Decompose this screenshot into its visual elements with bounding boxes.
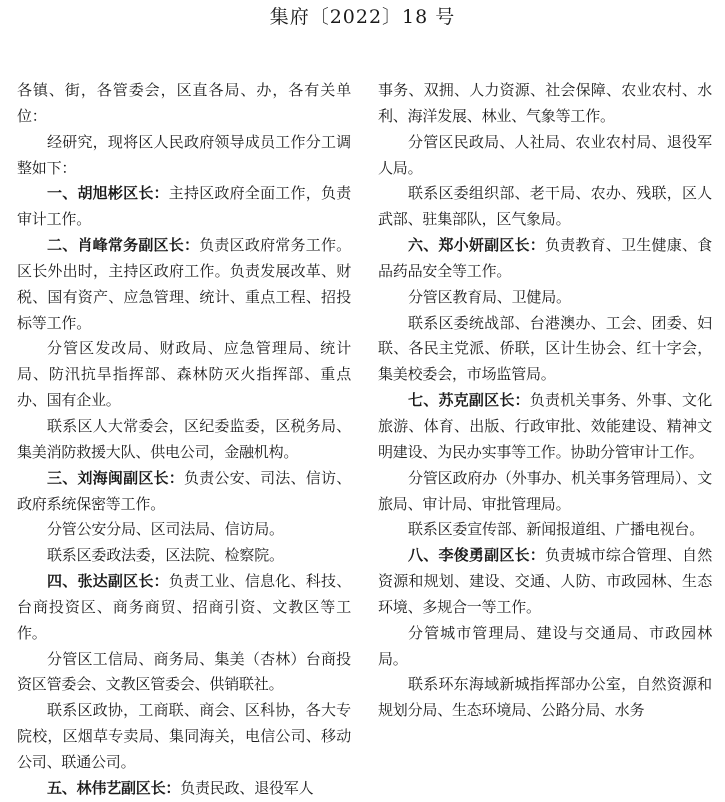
paragraph (17, 517, 351, 543)
paragraph-text: 负责城市综合管理、自然资源和规划、建设、交通、人防、市政园林、生态环境、多规合一等工作。 (378, 546, 712, 616)
paragraph (17, 336, 351, 414)
paragraph-text: 联系区委统战部、台港澳办、工会、团委、妇联、各民主党派、侨联，区计生协会、红十字会，集美校委会，市场监管局。 (378, 313, 712, 384)
paragraph (17, 414, 351, 466)
paragraph-text: 联系环东海域新城指挥部办公室，自然资源和规划分局、生态环境局、公路分局、水务 (378, 675, 712, 720)
paragraph-text: 负责公安、司法、信访、政府系统保密等工作。 (17, 468, 351, 513)
paragraph-text: 分管区民政局、人社局、农业农村局、退役军人局。 (378, 132, 712, 177)
paragraph-text: 分管公安分局、区司法局、信访局。 (47, 520, 284, 539)
official-name-heading: 五、林伟艺副区长： (47, 778, 181, 797)
paragraph (378, 517, 712, 543)
paragraph-text: 负责机关事务、外事、文化旅游、体育、出版、行政审批、效能建设、精神文明建设、为民办实事等工作。协助分管审计工作。 (378, 391, 712, 461)
paragraph (17, 181, 351, 233)
paragraph (378, 621, 712, 673)
paragraph (17, 233, 351, 336)
paragraph (17, 78, 351, 130)
paragraph-text: 分管城市管理局、建设与交通局、市政园林局。 (378, 623, 712, 668)
paragraph-text: 主持区政府全面工作，负责审计工作。 (17, 184, 351, 229)
official-name-heading: 一、胡旭彬区长： (47, 184, 169, 203)
paragraph-text: 负责工业、信息化、科技、台商投资区、商务商贸、招商引资、文教区等工作。 (17, 572, 351, 642)
paragraph-text: 联系区委组织部、老干局、农办、残联，区人武部、驻集部队，区气象局。 (378, 184, 712, 229)
paragraph-text: 联系区政协，工商联、商会、区科协，各大专院校，区烟草专卖局、集同海关，电信公司、移动公司、联通公司。 (17, 701, 351, 771)
paragraph (378, 181, 712, 233)
paragraph (378, 388, 712, 466)
right-column (378, 78, 712, 724)
paragraph (378, 130, 712, 182)
paragraph (17, 569, 351, 647)
paragraph (17, 543, 351, 569)
paragraph-text: 分管区发改局、财政局、应急管理局、统计局、防汛抗旱指挥部、森林防灭火指挥部、重点办、国有企业。 (17, 339, 351, 410)
left-column (17, 78, 351, 802)
paragraph-text: 负责区政府常务工作。区长外出时，主持区政府工作。负责发展改革、财税、国有资产、应急管理、统计、重点工程、招投标等工作。 (17, 236, 351, 332)
paragraph (378, 543, 712, 621)
official-name-heading: 三、刘海闽副区长： (47, 468, 184, 487)
paragraph (378, 466, 712, 518)
official-name-heading: 七、苏克副区长： (408, 391, 530, 410)
paragraph-text: 分管区教育局、卫健局。 (408, 287, 571, 306)
paragraph (17, 130, 351, 182)
official-name-heading: 八、李俊勇副区长： (408, 546, 545, 565)
paragraph-text: 联系区委政法委，区法院、检察院。 (47, 546, 284, 565)
paragraph (378, 285, 712, 311)
paragraph-text: 分管区政府办（外事办、机关事务管理局）、文旅局、审计局、审批管理局。 (378, 468, 712, 513)
paragraph-text: 事务、双拥、人力资源、社会保障、农业农村、水利、海洋发展、林业、气象等工作。 (378, 81, 712, 125)
paragraph-text: 联系区人大常委会，区纪委监委，区税务局、集美消防救援大队、供电公司，金融机构。 (17, 416, 351, 461)
paragraph-text: 负责民政、退役军人 (180, 778, 314, 797)
official-name-heading: 二、肖峰常务副区长： (47, 236, 200, 255)
paragraph-text: 各镇、街，各管委会，区直各局、办，各有关单位： (17, 81, 351, 125)
paragraph (17, 647, 351, 699)
paragraph (378, 78, 712, 130)
official-name-heading: 六、郑小妍副区长： (408, 236, 545, 255)
paragraph (378, 311, 712, 389)
document-number: 集府〔2022〕18 号 (269, 6, 456, 28)
paragraph (17, 698, 351, 776)
paragraph (378, 672, 712, 724)
paragraph-text: 联系区委宣传部、新闻报道组、广播电视台。 (408, 520, 705, 539)
paragraph-text: 分管区工信局、商务局、集美（杏林）台商投资区管委会、文教区管委会、供销联社。 (17, 649, 351, 694)
paragraph (17, 466, 351, 518)
paragraph (17, 776, 351, 802)
paragraph (378, 233, 712, 285)
paragraph-text: 经研究，现将区人民政府领导成员工作分工调整如下： (17, 132, 351, 177)
official-name-heading: 四、张达副区长： (47, 572, 169, 591)
paragraph-text: 负责教育、卫生健康、食品药品安全等工作。 (378, 236, 712, 280)
